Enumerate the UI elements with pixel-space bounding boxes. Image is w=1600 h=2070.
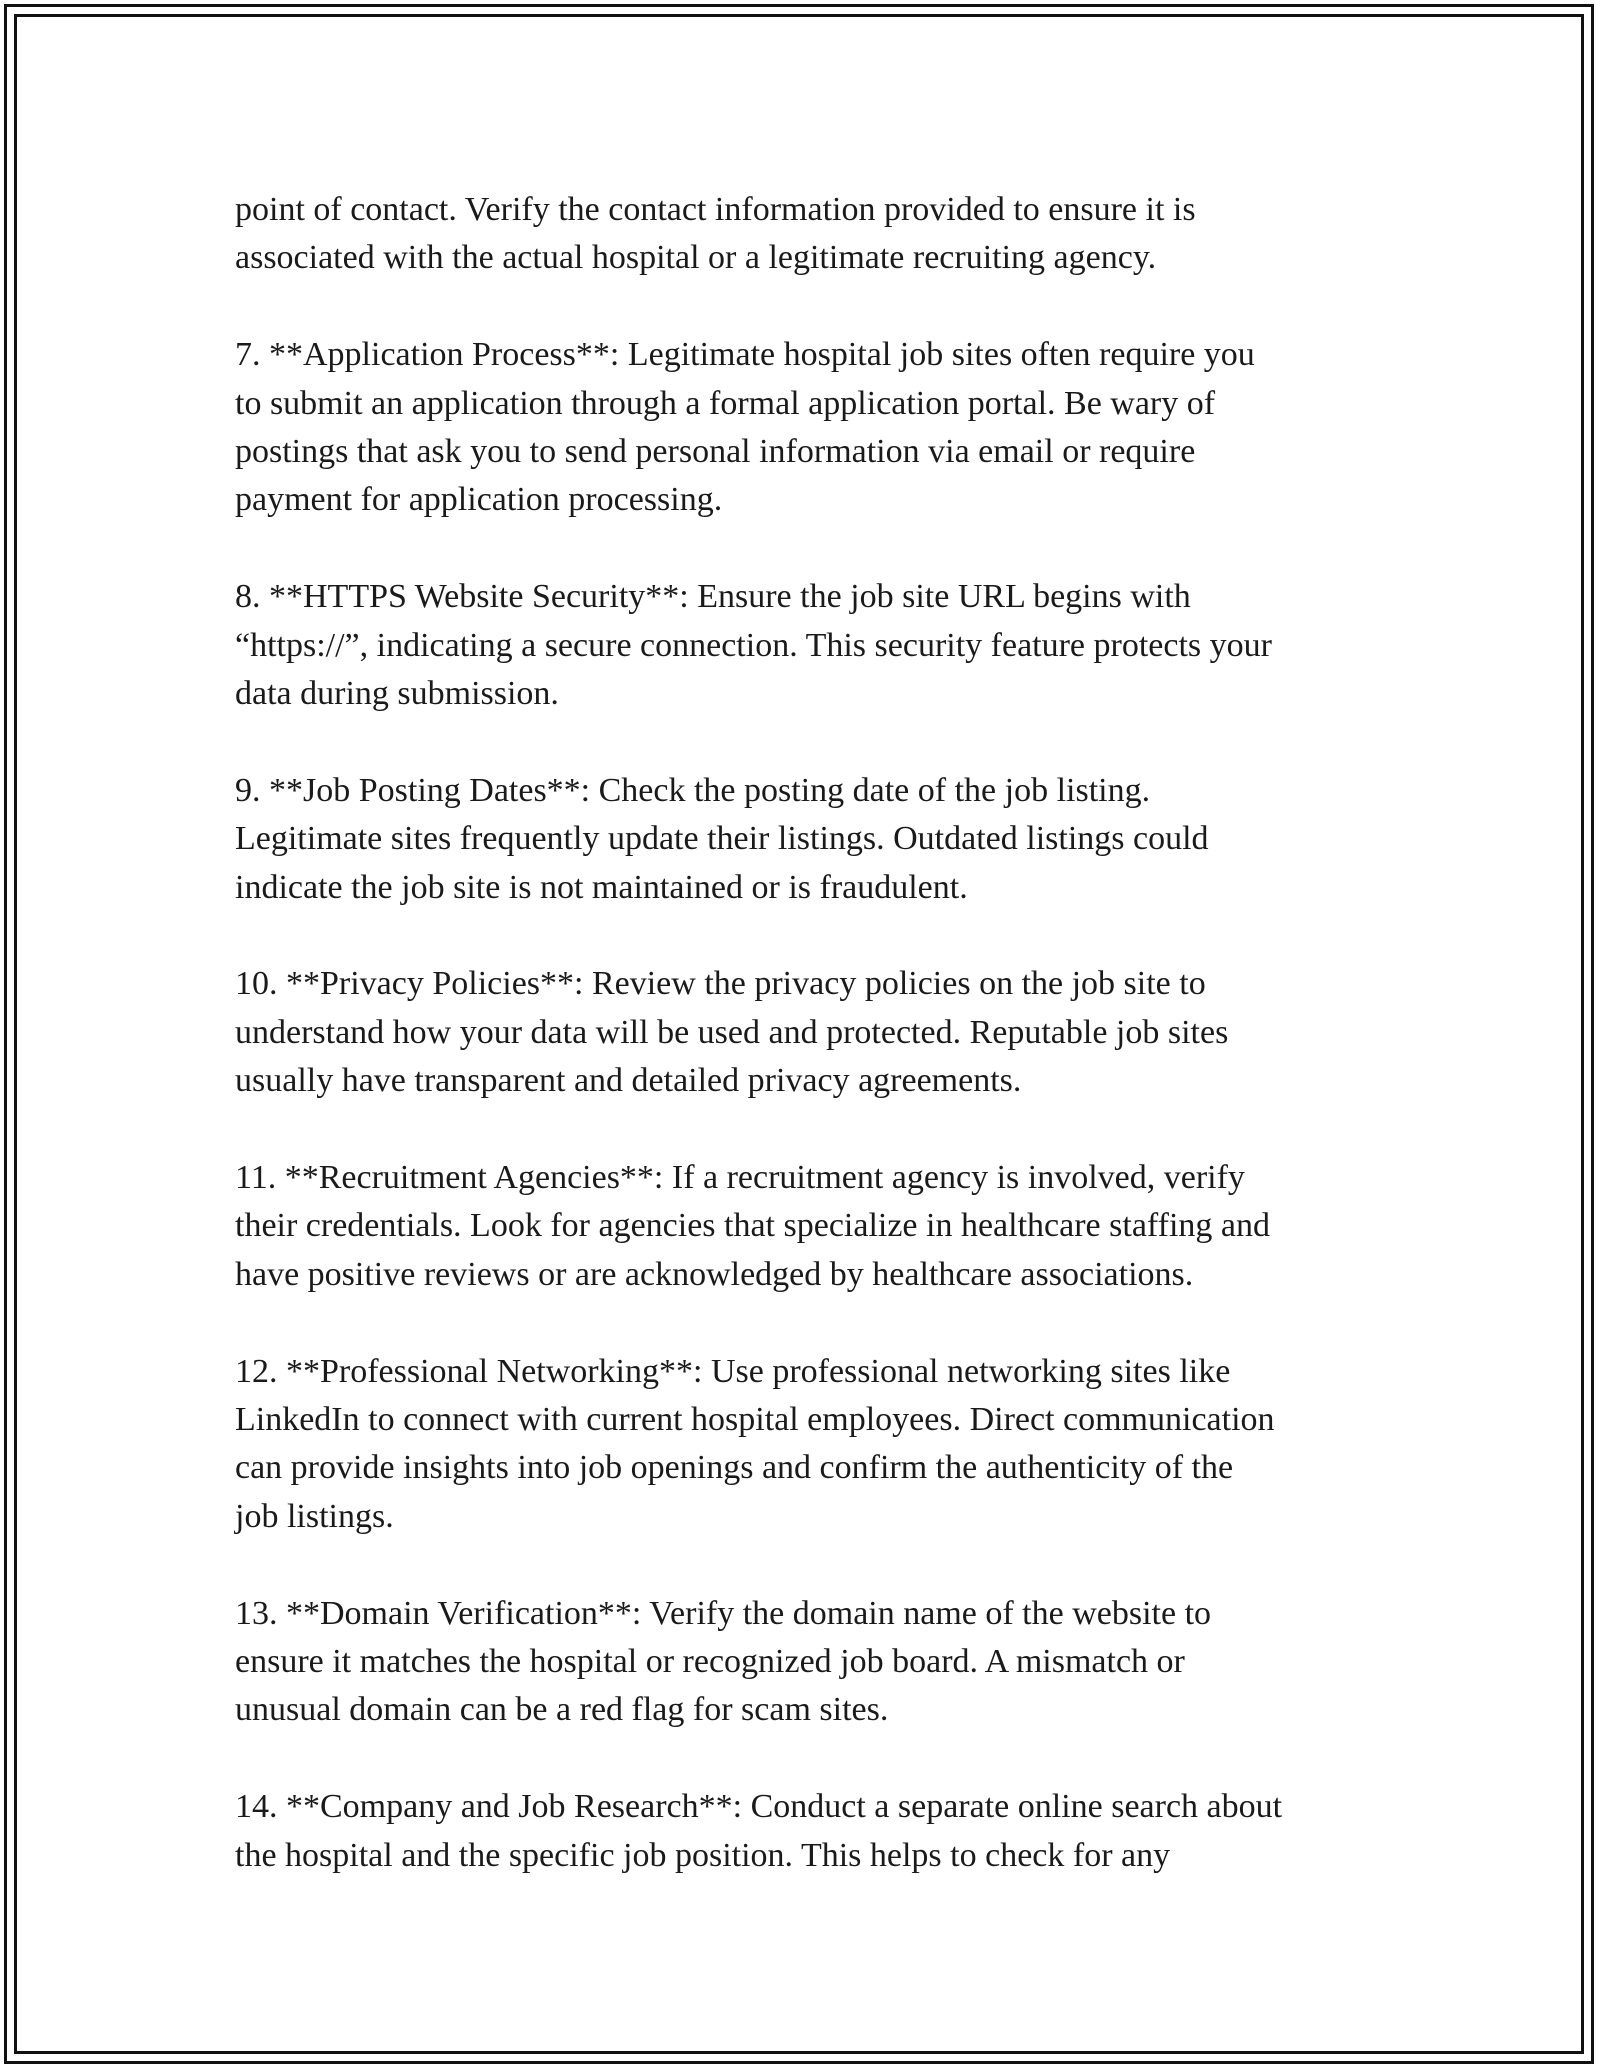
paragraph-recruitment-agencies: 11. **Recruitment Agencies**: If a recruitment agency is involved, verify their credentials. Look for agencies that specialize in healthcare staffing and have positive reviews or are acknowledged by healthcare associations. <box>235 1159 1270 1293</box>
paragraph-job-posting-dates: 9. **Job Posting Dates**: Check the posting date of the job listing. Legitimate sites frequently update their listings. Outdated listings could indicate the job site is not maintained or is fraudulent. <box>235 771 1209 906</box>
paragraph-https-security: 8. **HTTPS Website Security**: Ensure the job site URL begins with “https://”, indicating a secure connection. This security feature protects your data during submission. <box>235 578 1272 713</box>
paragraph-company-job-research: 14. **Company and Job Research**: Conduct a separate online search about the hospital and the specific job position. This helps to check for any <box>235 1788 1283 1874</box>
paragraph-application-process: 7. **Application Process**: Legitimate hospital job sites often require you to submit an application through a formal application portal. Be wary of postings that ask you to send personal information via email or require payment for application processing. <box>235 336 1255 519</box>
document-body <box>235 186 1385 1928</box>
paragraph-domain-verification: 13. **Domain Verification**: Verify the domain name of the website to ensure it matches the hospital or recognized job board. A mismatch or unusual domain can be a red flag for scam sites. <box>235 1594 1212 1729</box>
paragraph-contact-continuation: point of contact. Verify the contact information provided to ensure it is associated with the actual hospital or a legitimate recruiting agency. <box>235 191 1196 277</box>
paragraph-privacy-policies: 10. **Privacy Policies**: Review the privacy policies on the job site to understand how your data will be used and protected. Reputable job sites usually have transparent and detailed privacy agreements. <box>235 965 1229 1100</box>
paragraph-professional-networking: 12. **Professional Networking**: Use professional networking sites like LinkedIn to connect with current hospital employees. Direct communication can provide insights into job openings and confirm the authenticity of the job listings. <box>235 1352 1275 1535</box>
